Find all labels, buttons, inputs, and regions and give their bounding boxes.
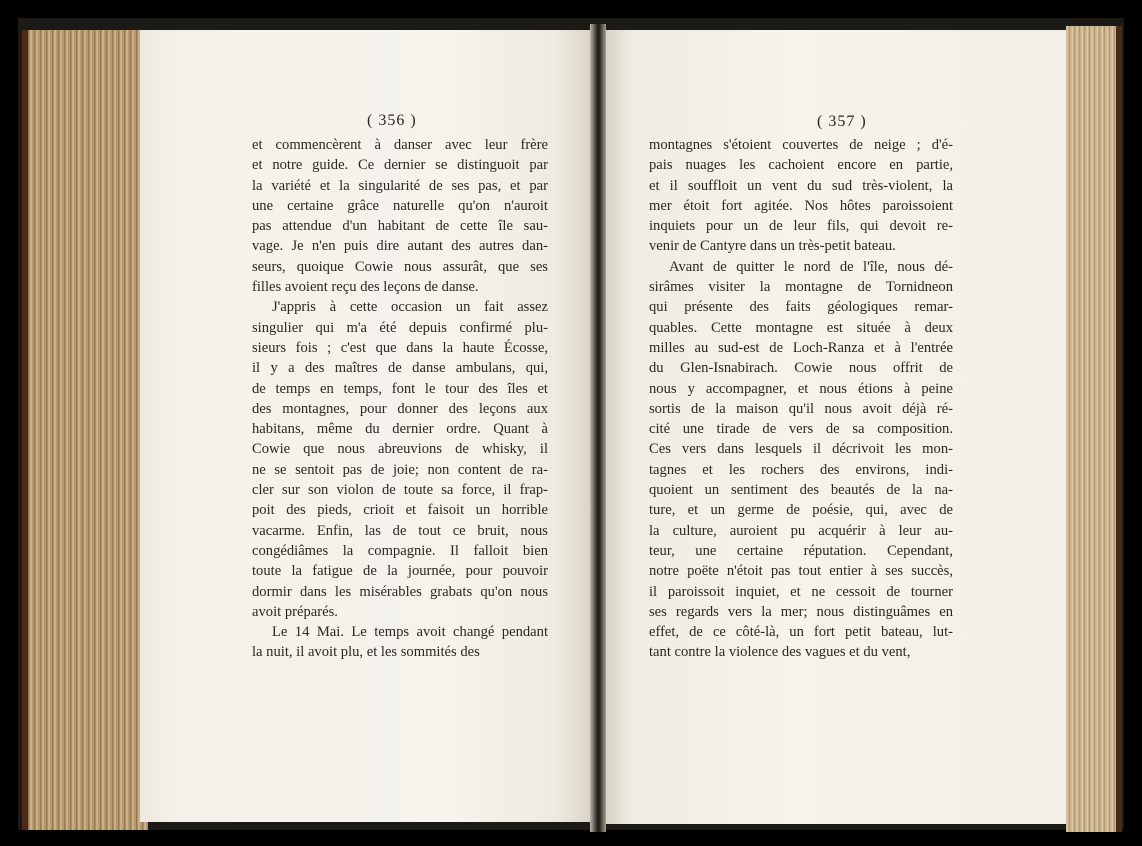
right-page-edges	[1066, 26, 1122, 832]
book-gutter	[590, 24, 606, 832]
text-line: notre poëte n'étoit pas tout entier à ses succès,	[649, 563, 953, 580]
text-line: teur, une certaine réputation. Cependant,	[649, 542, 953, 559]
text-line: quoient un sentiment des beautés de la na-	[649, 482, 953, 499]
text-line: et notre guide. Ce dernier se distinguoit par	[252, 157, 548, 174]
text-line: habitans, même du dernier ordre. Quant à	[252, 421, 548, 438]
left-page-text	[252, 135, 548, 663]
text-line: sortis de la maison qu'il nous avoit déjà ré-	[649, 400, 953, 417]
text-line: des montagnes, pour donner des leçons aux	[252, 400, 548, 417]
text-line: et il souffloit un vent du sud très-violent, la	[649, 177, 953, 194]
text-line: avoit préparés.	[252, 603, 338, 620]
text-line: une certaine grâce naturelle qu'on n'auroit	[252, 197, 548, 214]
text-line: venir de Cantyre dans un très-petit bateau.	[649, 238, 896, 255]
text-line: Avant de quitter le nord de l'île, nous dé-	[669, 258, 953, 275]
text-line: pas attendue d'un habitant de cette île sau-	[252, 218, 548, 235]
text-line: ses regards vers la mer; nous distinguâmes en	[649, 603, 953, 620]
text-line: dormir dans les misérables grabats qu'on nous	[252, 583, 548, 600]
text-line: Le 14 Mai. Le temps avoit changé pendant	[272, 624, 548, 641]
text-line: mer étoit fort agitée. Nos hôtes paroissoient	[649, 197, 953, 214]
text-line: ne se sentoit pas de joie; non content de ra-	[252, 461, 548, 478]
text-line: vage. Je n'en puis dire autant des autres dan-	[252, 238, 548, 255]
text-line: tant contre la violence des vagues et du vent,	[649, 644, 911, 661]
text-line: ture, et un germe de poésie, qui, avec de	[649, 502, 953, 519]
text-line: filles avoient reçu des leçons de danse.	[252, 279, 479, 296]
text-line: nous y accompagner, et nous étions à peine	[649, 380, 953, 397]
text-line: milles au sud-est de Loch-Ranza et à l'entrée	[649, 339, 953, 356]
text-line: vacarme. Enfin, las de tout ce bruit, nous	[252, 522, 548, 539]
text-line: singulier qui m'a été depuis confirmé plu-	[252, 319, 548, 336]
text-line: et commencèrent à danser avec leur frère	[252, 137, 548, 153]
text-line: qui présente des faits géologiques remar-	[649, 299, 953, 316]
text-line: effet, de ce côté-là, un fort petit bateau, lut-	[649, 624, 953, 641]
right-page-number: ( 357 )	[817, 113, 867, 130]
text-line: inquiets pour un de leur fils, qui devoit re-	[649, 218, 953, 235]
text-line: il paroissoit inquiet, et ne cessoit de tourner	[649, 583, 953, 600]
right-page-text	[649, 135, 953, 663]
text-line: tagnes et les rochers des environs, indi-	[649, 461, 953, 478]
text-line: du Glen-Isnabirach. Cowie nous offrit de	[649, 360, 953, 377]
text-line: Ces vers dans lesquels il décrivoit les mon-	[649, 441, 953, 458]
text-line: la variété et la singularité de ses pas, et par	[252, 177, 548, 194]
text-line: J'appris à cette occasion un fait assez	[272, 299, 548, 316]
text-line: montagnes s'étoient couvertes de neige ; d'é-	[649, 137, 953, 153]
text-line: cité une tirade de vers de sa composition.	[649, 421, 953, 438]
left-page-number: ( 356 )	[367, 112, 417, 129]
text-line: congédiâmes la compagnie. Il falloit bien	[252, 542, 548, 559]
text-line: la nuit, il avoit plu, et les sommités des	[252, 644, 480, 661]
text-line: sirâmes visiter la montagne de Tornidneon	[649, 279, 953, 296]
text-line: Cowie que nous abreuvions de whisky, il	[252, 441, 548, 458]
text-line: poit des pieds, crioit et faisoit un horrible	[252, 502, 548, 519]
text-line: quables. Cette montagne est située à deux	[649, 319, 953, 336]
text-line: pais nuages les cachoient encore en partie,	[649, 157, 953, 174]
text-line: sieurs fois ; c'est que dans la haute Écosse,	[252, 339, 548, 356]
text-line: seurs, quoique Cowie nous assurât, que ses	[252, 258, 548, 275]
text-line: de temps en temps, font le tour des îles et	[252, 380, 548, 397]
left-page-edges	[22, 30, 148, 830]
text-line: la culture, auroient pu acquérir à leur au-	[649, 522, 953, 539]
text-line: il y a des maîtres de danse ambulans, qui,	[252, 360, 548, 377]
text-line: toute la fatigue de la journée, pour pouvoir	[252, 563, 548, 580]
text-line: cler sur son violon de toute sa force, il frap-	[252, 482, 548, 499]
